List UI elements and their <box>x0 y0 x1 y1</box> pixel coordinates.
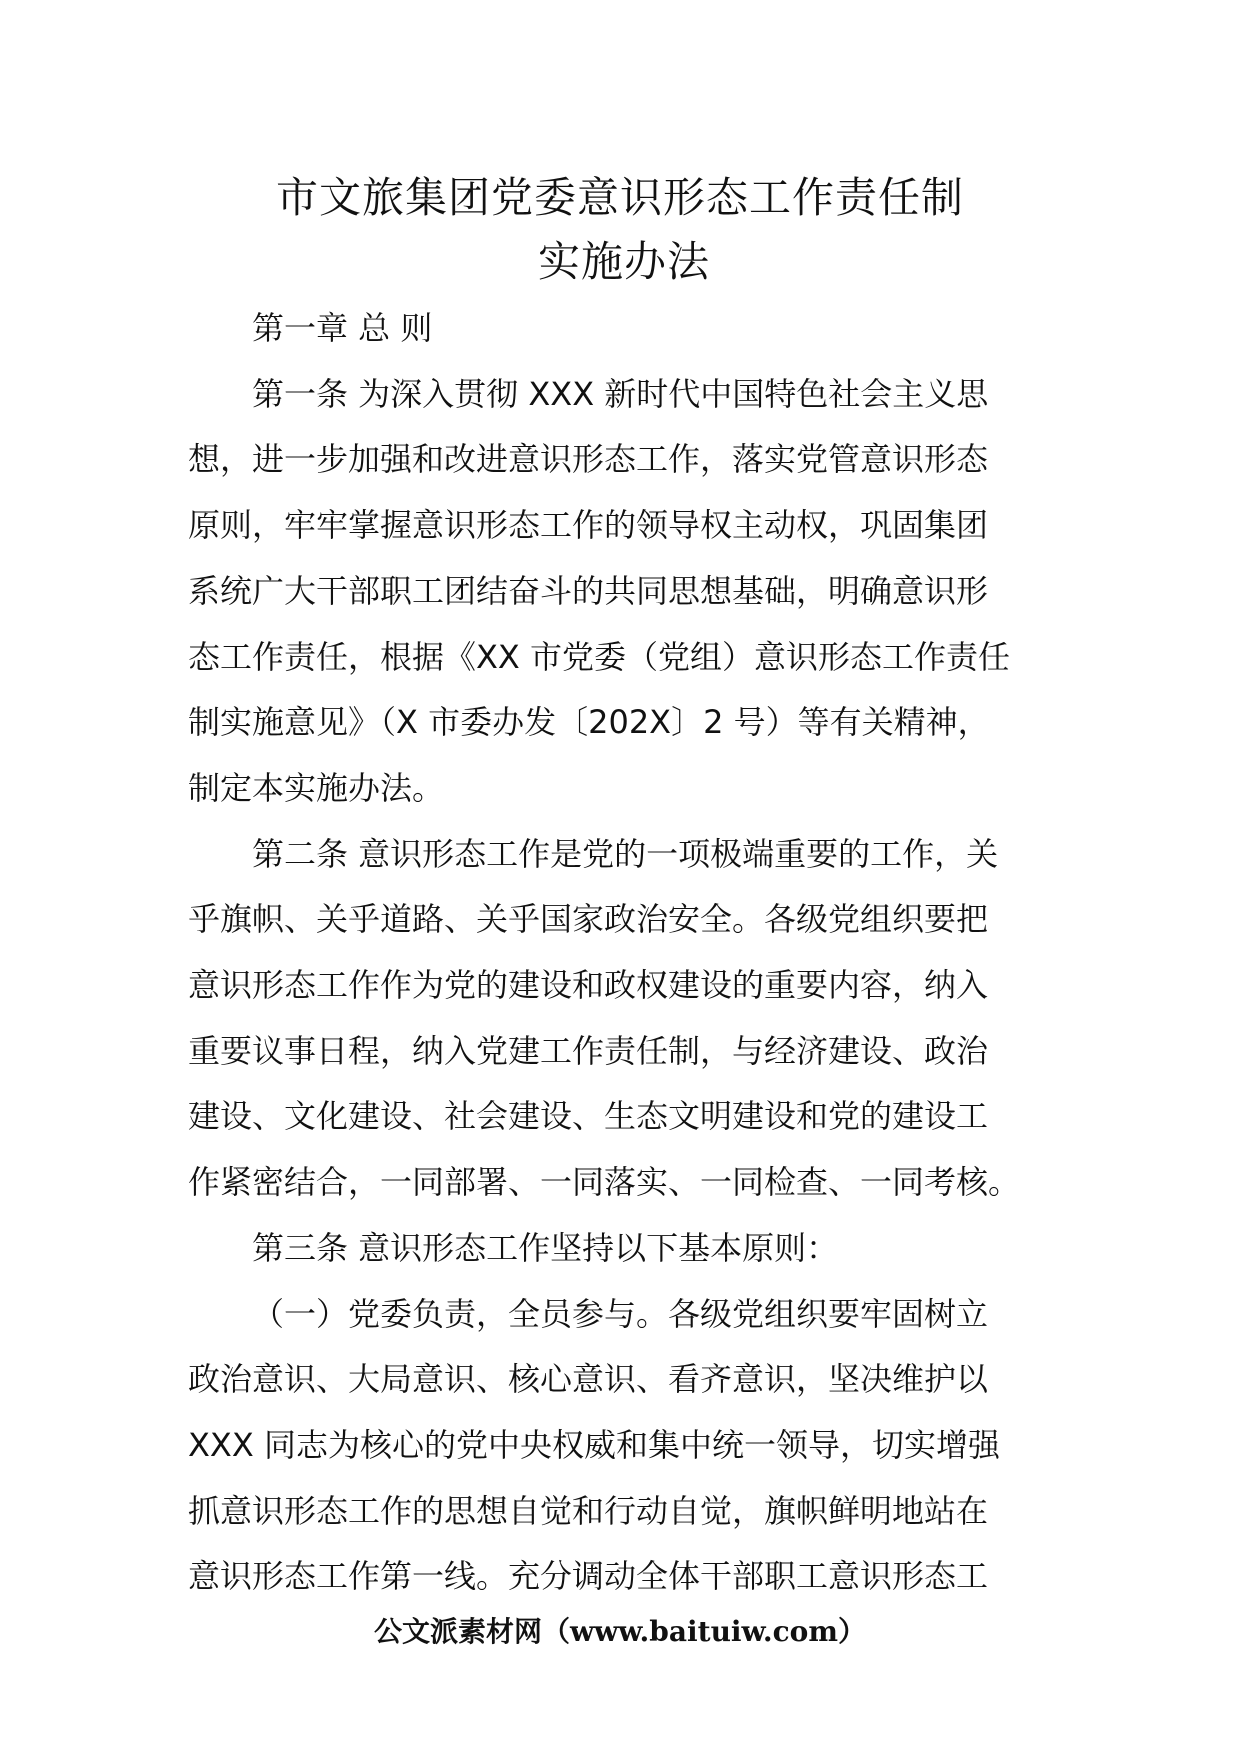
text-line: 第三条 意识形态工作坚持以下基本原则： <box>252 1228 839 1267</box>
text-line: 第二条 意识形态工作是党的一项极端重要的工作，关 <box>252 834 999 873</box>
text-line: 想，进一步加强和改进意识形态工作，落实党管意识形态 <box>188 440 989 479</box>
item-1 <box>188 1282 1058 1611</box>
text-line: 第一条 为深入贯彻 XXX 新时代中国特色社会主义思 <box>252 374 989 413</box>
document-title <box>0 166 1240 294</box>
text-line: 作紧密结合，一同部署、一同落实、一同检查、一同考核。 <box>188 1163 1021 1202</box>
text-line: 意识形态工作作为党的建设和政权建设的重要内容，纳入 <box>188 966 989 1005</box>
title-line-2: 实施办法 <box>537 237 710 286</box>
text-line: 态工作责任，根据《XX 市党委（党组）意识形态工作责任 <box>188 637 1011 676</box>
text-line: 建设、文化建设、社会建设、生态文明建设和党的建设工 <box>188 1097 989 1136</box>
text-line: 制定本实施办法。 <box>188 768 445 807</box>
text-line: 制实施意见》（X 市委办发〔202X〕2 号）等有关精神， <box>188 703 990 742</box>
text-line: 意识形态工作第一线。充分调动全体干部职工意识形态工 <box>188 1557 989 1596</box>
text-line: 乎旗帜、关乎道路、关乎国家政治安全。各级党组织要把 <box>188 900 989 939</box>
title-line-1: 市文旅集团党委意识形态工作责任制 <box>275 173 964 222</box>
text-line: 原则，牢牢掌握意识形态工作的领导权主动权，巩固集团 <box>188 506 989 545</box>
text-line: 系统广大干部职工团结奋斗的共同思想基础，明确意识形 <box>188 571 989 610</box>
article-1 <box>188 362 1058 822</box>
footer-watermark: 公文派素材网（www.baituiw.com） <box>374 1615 866 1648</box>
text-line: （一）党委负责，全员参与。各级党组织要牢固树立 <box>252 1294 989 1333</box>
text-line: 政治意识、大局意识、核心意识、看齐意识，坚决维护以 <box>188 1360 989 1399</box>
article-3 <box>188 1216 1058 1282</box>
chapter-heading: 第一章 总 则 <box>252 309 433 347</box>
document-body <box>188 296 1058 1610</box>
text-line: XXX 同志为核心的党中央权威和集中统一领导，切实增强 <box>188 1425 1000 1464</box>
text-line: 重要议事日程，纳入党建工作责任制，与经济建设、政治 <box>188 1031 989 1070</box>
article-2 <box>188 822 1058 1216</box>
text-line: 抓意识形态工作的思想自觉和行动自觉，旗帜鲜明地站在 <box>188 1491 989 1530</box>
